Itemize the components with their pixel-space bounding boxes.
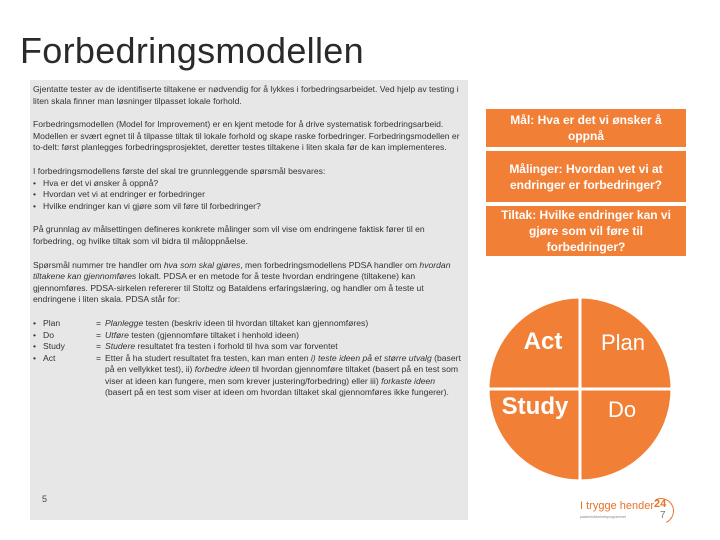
pdsa-list xyxy=(33,318,464,399)
list-item: • Hvilke endringer kan vi gjøre som vil føre til forbedringer? xyxy=(33,201,464,213)
logo-seven: 7 xyxy=(660,510,666,521)
paragraph-testing: Gjentatte tester av de identifiserte tiltakene er nødvendig for å lykkes i forbedringsarbeidet. Ved hjelp av testing i liten skala finner man løsninger tilpasset lokale forhold. xyxy=(33,84,459,106)
list-item: • Hvordan vet vi at endringer er forbedringer xyxy=(33,189,464,201)
list-item: • Plan = Planlegge testen (beskriv ideen til hvordan tiltaket kan gjennomføres) xyxy=(33,318,464,330)
pdsa-plan: Plan xyxy=(600,330,646,355)
question-goal-box: Mål: Hva er det vi ønsker å oppnå xyxy=(486,109,686,147)
logo-name: I trygge hender xyxy=(580,500,654,512)
slide-title: Forbedringsmodellen xyxy=(20,30,364,71)
pdsa-cycle xyxy=(485,294,675,484)
paragraph-measurements: På grunnlag av målsettingen defineres konkrete målinger som vil vise om endringene faktisk fører til en forbedring, og hvilke tiltak som vil bidra til måloppnåelse. xyxy=(33,224,425,246)
list-item: • Hva er det vi ønsker å oppnå? xyxy=(33,178,464,190)
logo-tagline: pasientsikkerhetsprogrammet xyxy=(580,515,626,519)
page-number: 5 xyxy=(42,494,48,505)
question-change-box: Tiltak: Hvilke endringer kan vi gjøre som vil føre til forbedringer? xyxy=(486,206,686,256)
pdsa-act: Act xyxy=(523,328,563,355)
list-item: • Act = Etter å ha studert resultatet fra testen, kan man enten i) teste ideen på et større utvalg (basert på en vellykket test), ii) forbedre ideen til hvordan gjennomføre tiltaket (basert på en test som viser at ideen kan fungere, men som krever justering/forbedring) eller iii) forkaste ideen (basert på en test som viser at ideen om hvordan tiltaket skal gjennomføres ikke fungerer). xyxy=(33,353,464,399)
logo-number: 24 xyxy=(654,498,667,510)
paragraph-pdsa: Spørsmål nummer tre handler om hva som skal gjøres, men forbedringsmodellens PDSA handler om hvordan tiltakene kan gjennomføres lokalt. PDSA er en metode for å teste hvordan endringene (tiltakene) kan gjennomføres. PDSA-sirkelen refererer til Stoltz og Bataldens erfaringslæring, og handler om å teste ut endringene i liten skala. PDSA står for: xyxy=(33,259,451,305)
paragraph-model: Forbedringsmodellen (Model for Improvement) er en kjent metode for å drive systematisk forbedringsarbeid. Modellen er svært egnet til å tilpasse tiltak til lokale forhold og skape raske forbedringer. Forbedringsmodellen er to-delt: først planlegges forbedringsprosjektet, deretter testes tiltakene i liten skala før de kan implementeres. xyxy=(33,119,460,153)
list-item: • Do = Utføre testen (gjennomføre tiltaket i henhold ideen) xyxy=(33,330,464,342)
brand-logo xyxy=(580,498,680,526)
pdsa-study: Study xyxy=(501,393,569,420)
text-panel xyxy=(30,80,468,520)
questions-list xyxy=(33,178,464,213)
question-measurement-box: Målinger: Hvordan vet vi at endringer er forbedringer? xyxy=(486,151,686,202)
pdsa-do: Do xyxy=(607,397,637,422)
list-item: • Study = Studere resultatet fra testen i forhold til hva som var forventet xyxy=(33,341,464,353)
paragraph-questions-intro: I forbedringsmodellens første del skal tre grunnleggende spørsmål besvares: xyxy=(33,165,326,176)
